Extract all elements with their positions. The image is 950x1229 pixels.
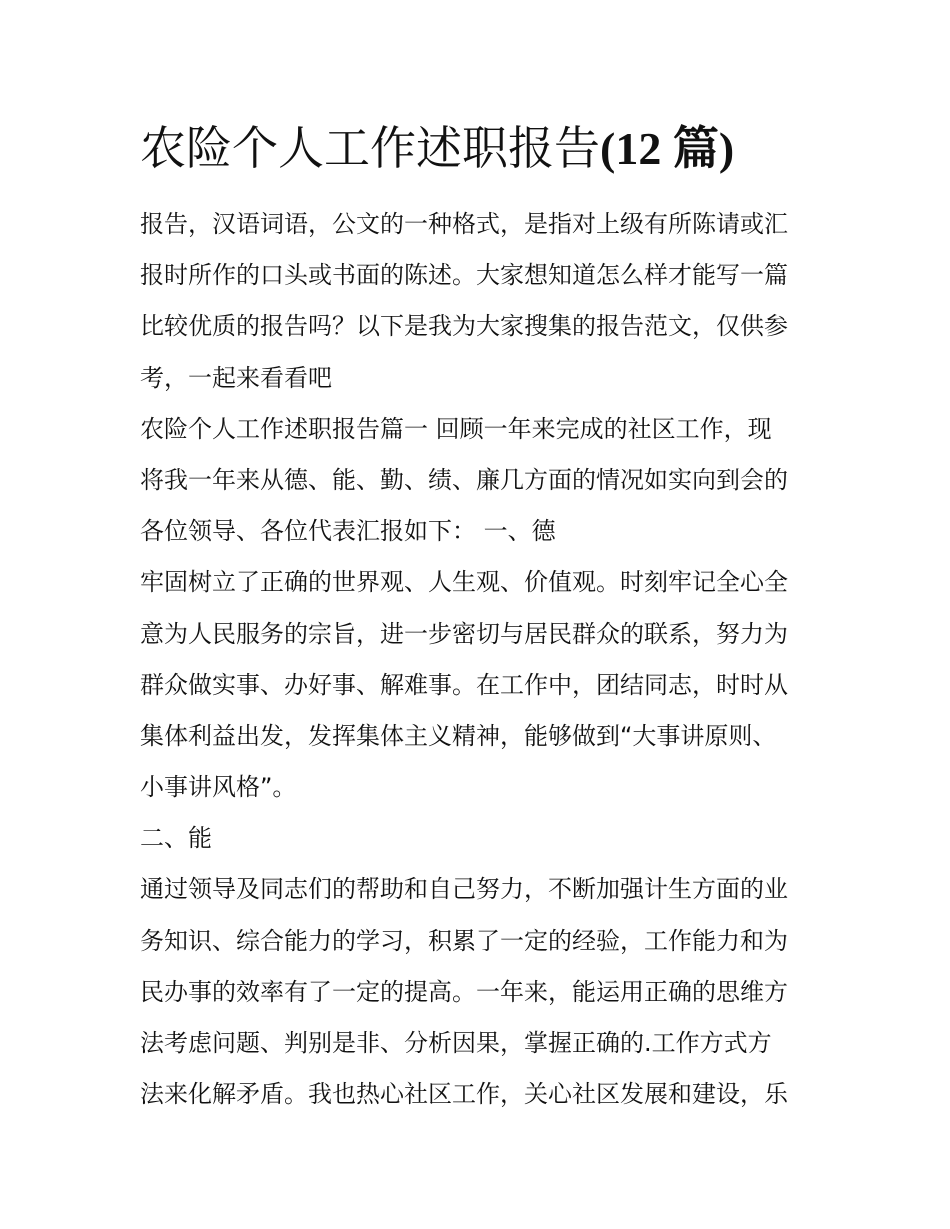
body-line: 考，一起来看看吧 (140, 363, 332, 392)
body-line: 法考虑问题、判别是非、分析因果，掌握正确的.工作方式方 (140, 1029, 772, 1057)
body-line: 比较优质的报告吗？以下是我为大家搜集的报告范文，仅供参 (140, 312, 788, 341)
body-line: 民办事的效率有了一定的提高。一年来，能运用正确的思维方 (140, 977, 788, 1006)
body-line: 报时所作的口头或书面的陈述。大家想知道怎么样才能写一篇 (140, 261, 788, 290)
body-line: 集体利益出发，发挥集体主义精神，能够做到“大事讲原则、 (140, 721, 777, 750)
title-count: (12 篇) (600, 123, 735, 174)
body-line: 意为人民服务的宗旨，进一步密切与居民群众的联系，努力为 (140, 619, 788, 648)
body-line: 农险个人工作述职报告篇一 回顾一年来完成的社区工作，现 (140, 414, 772, 443)
body-line: 小事讲风格”。 (140, 773, 297, 802)
body-line: 报告，汉语词语，公文的一种格式，是指对上级有所陈请或汇 (140, 210, 788, 238)
body-line: 通过领导及同志们的帮助和自己努力，不断加强计生方面的业 (140, 875, 788, 904)
body-line: 将我一年来从德、能、勤、绩、廉几方面的情况如实向到会的 (140, 465, 788, 494)
section-heading: 二、能 (140, 824, 212, 853)
document-body (140, 199, 820, 1120)
body-line: 法来化解矛盾。我也热心社区工作，关心社区发展和建设，乐 (140, 1080, 788, 1109)
document-title (140, 118, 840, 179)
body-line: 牢固树立了正确的世界观、人生观、价值观。时刻牢记全心全 (140, 568, 788, 597)
body-line: 群众做实事、办好事、解难事。在工作中，团结同志，时时从 (140, 670, 788, 699)
title-main: 农险个人工作述职报告 (140, 121, 600, 175)
body-line: 务知识、综合能力的学习，积累了一定的经验，工作能力和为 (140, 926, 788, 955)
body-line: 各位领导、各位代表汇报如下： 一、德 (140, 517, 556, 546)
